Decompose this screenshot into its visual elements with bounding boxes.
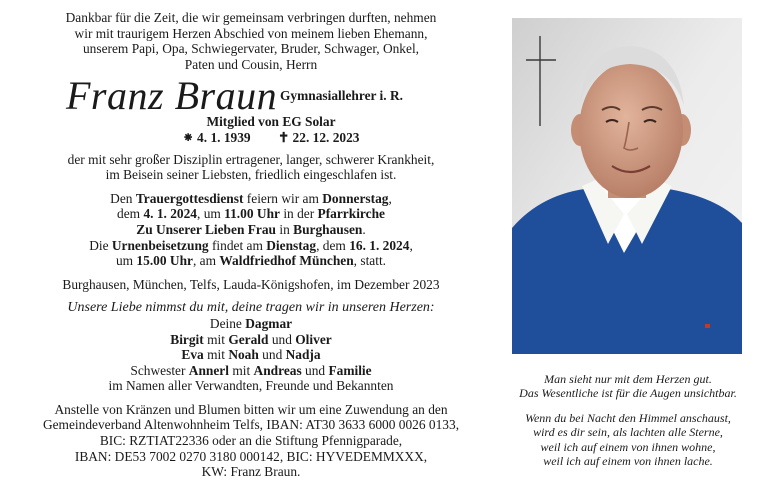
quote-line: Das Wesentliche ist für die Augen unsichtbar. <box>519 386 737 401</box>
service-line: Zu Unserer Lieben Frau in Burghausen. <box>136 221 366 237</box>
mourner-line: im Namen aller Verwandten, Freunde und Bekannten <box>108 378 394 394</box>
donation-request <box>10 402 492 480</box>
mourner-line: Deine Dagmar <box>209 315 293 331</box>
cause-line: der mit sehr großer Disziplin ertragener, langer, schwerer Krankheit, <box>67 151 435 167</box>
intro-line: unserem Papi, Opa, Schwiegervater, Bruder, Schwager, Onkel, <box>82 41 420 57</box>
intro-line: Dankbar für die Zeit, die wir gemeinsam verbringen durften, nehmen <box>65 10 437 25</box>
motto: Unsere Liebe nimmst du mit, deine tragen wir in unseren Herzen: <box>67 300 435 316</box>
name-row <box>10 74 492 118</box>
donation-line: Anstelle von Kränzen und Blumen bitten wir um eine Zuwendung an den <box>54 401 448 417</box>
notice-text-column <box>10 10 492 480</box>
portrait-photo <box>512 18 742 354</box>
quote-line: weil ich auf einem von ihnen lache. <box>543 454 713 469</box>
cause-line: im Beisein seiner Liebsten, friedlich eingeschlafen ist. <box>105 167 397 183</box>
service-line: Die Urnenbeisetzung findet am Dienstag, dem 16. 1. 2024, <box>89 237 413 253</box>
service-line: Den Trauergottesdienst feiern wir am Donnerstag, <box>110 190 392 206</box>
mourner-line: Schwester Annerl mit Andreas und Familie <box>130 362 372 378</box>
quote-line: wird es dir sein, als lachten alle Sterne, <box>533 425 723 440</box>
membership: Mitglied von EG Solar <box>206 114 336 130</box>
intro-line: wir mit traurigem Herzen Abschied von meinem lieben Ehemann, <box>74 25 428 41</box>
deceased-name: Franz Braun <box>66 73 278 119</box>
service-line: um 15.00 Uhr, am Waldfriedhof München, statt. <box>115 253 387 269</box>
donation-line: IBAN: DE53 7002 0270 3180 000142, BIC: HYVEDEMMXXX, <box>74 448 428 464</box>
birth-date: ⁕ 4. 1. 1939 <box>182 129 251 145</box>
mourner-line: Eva mit Noah und Nadja <box>181 347 321 363</box>
intro-text <box>10 10 492 72</box>
mourners-list <box>10 316 492 394</box>
service-line: dem 4. 1. 2024, um 11.00 Uhr in der Pfarrkirche <box>117 206 385 222</box>
profession: Gymnasiallehrer i. R. <box>280 88 403 104</box>
service-info <box>10 191 492 269</box>
intro-line: Paten und Cousin, Herrn <box>184 56 318 72</box>
donation-line: KW: Franz Braun. <box>201 464 301 480</box>
death-date: ✝ 22. 12. 2023 <box>277 129 360 145</box>
donation-line: BIC: RZTIAT22336 oder an die Stiftung Pfennigparade, <box>99 433 403 449</box>
mourner-line: Birgit mit Gerald und Oliver <box>170 331 332 347</box>
portrait-illustration <box>512 18 742 354</box>
quote-line: Man sieht nur mit dem Herzen gut. <box>544 372 712 386</box>
quote-line: weil ich auf einem von ihnen wohne, <box>540 439 716 454</box>
quotes <box>496 372 760 468</box>
cause-text <box>10 152 492 183</box>
donation-line: Gemeindeverband Altenwohnheim Telfs, IBAN: AT30 3633 6000 0026 0133, <box>42 417 460 433</box>
life-dates <box>10 130 492 146</box>
quote-line: Wenn du bei Nacht den Himmel anschaust, <box>525 410 731 425</box>
place-and-date: Burghausen, München, Telfs, Lauda-Königshofen, im Dezember 2023 <box>62 276 440 292</box>
